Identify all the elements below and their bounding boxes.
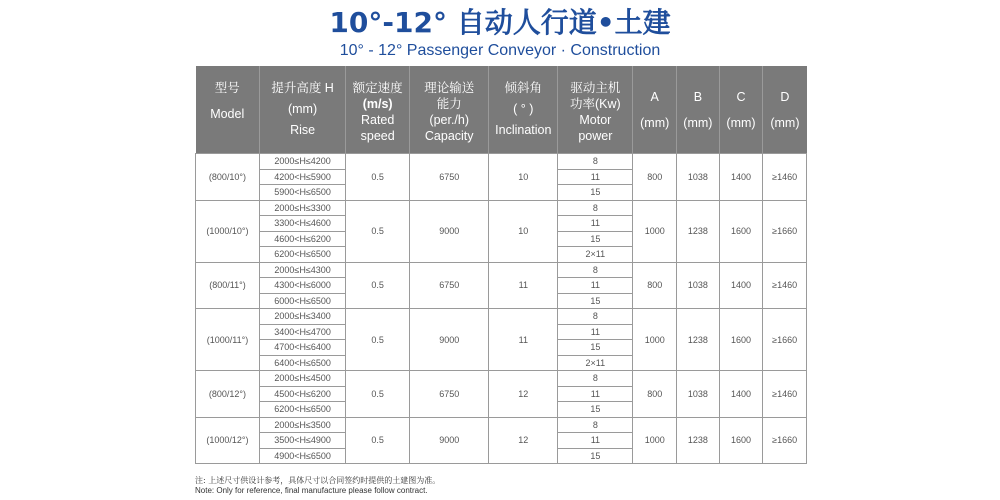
header-rise: 提升高度 H (mm) Rise — [259, 66, 345, 154]
cell-inclination: 10 — [489, 154, 558, 201]
cell-motor-power: 15 — [558, 293, 633, 309]
spec-table — [195, 66, 807, 464]
header-c: C (mm) — [719, 66, 763, 154]
cell-d: ≥1460 — [763, 262, 807, 309]
cell-rise: 2000≤H≤4500 — [259, 371, 345, 387]
cell-rise: 2000≤H≤4300 — [259, 262, 345, 278]
cell-model: (1000/10°) — [196, 200, 260, 262]
table-header-row — [196, 66, 807, 154]
cell-model: (800/11°) — [196, 262, 260, 309]
cell-rise: 5900<H≤6500 — [259, 185, 345, 201]
cell-motor-power: 11 — [558, 169, 633, 185]
cell-c: 1400 — [719, 371, 763, 418]
cell-motor-power: 15 — [558, 231, 633, 247]
cell-d: ≥1660 — [763, 309, 807, 371]
cell-rise: 4700<H≤6400 — [259, 340, 345, 356]
cell-model: (800/12°) — [196, 371, 260, 418]
table-row — [196, 417, 807, 433]
cell-c: 1600 — [719, 417, 763, 464]
cell-capacity: 9000 — [410, 417, 489, 464]
cell-model: (1000/11°) — [196, 309, 260, 371]
cell-d: ≥1660 — [763, 417, 807, 464]
cell-speed: 0.5 — [346, 262, 410, 309]
page-subtitle: 10° - 12° Passenger Conveyor · Construction — [339, 42, 661, 59]
cell-b: 1038 — [677, 262, 720, 309]
cell-inclination: 12 — [489, 371, 558, 418]
header-capacity: 理论输送 能力 (per./h) Capacity — [410, 66, 489, 154]
cell-rise: 4900<H≤6500 — [259, 448, 345, 464]
cell-motor-power: 15 — [558, 185, 633, 201]
cell-d: ≥1460 — [763, 371, 807, 418]
cell-motor-power: 8 — [558, 154, 633, 170]
cell-a: 1000 — [633, 417, 677, 464]
cell-motor-power: 11 — [558, 433, 633, 449]
cell-model: (800/10°) — [196, 154, 260, 201]
cell-speed: 0.5 — [346, 154, 410, 201]
cell-inclination: 11 — [489, 309, 558, 371]
cell-inclination: 12 — [489, 417, 558, 464]
cell-a: 800 — [633, 262, 677, 309]
cell-inclination: 10 — [489, 200, 558, 262]
note-chinese: 注: 上述尺寸供设计参考，具体尺寸以合同签约时提供的土建图为准。 — [195, 476, 441, 485]
cell-motor-power: 8 — [558, 200, 633, 216]
header-model: 型号 Model — [196, 66, 260, 154]
table-row — [196, 371, 807, 387]
cell-motor-power: 15 — [558, 402, 633, 418]
header-d: D (mm) — [763, 66, 807, 154]
table-body — [196, 154, 807, 464]
table-row — [196, 200, 807, 216]
cell-b: 1038 — [677, 371, 720, 418]
cell-rise: 2000≤H≤3300 — [259, 200, 345, 216]
header-b: B (mm) — [677, 66, 720, 154]
cell-capacity: 6750 — [410, 371, 489, 418]
cell-rise: 4300<H≤6000 — [259, 278, 345, 294]
header-speed: 额定速度 (m/s) Rated speed — [346, 66, 410, 154]
cell-model: (1000/12°) — [196, 417, 260, 464]
cell-speed: 0.5 — [346, 309, 410, 371]
cell-d: ≥1660 — [763, 200, 807, 262]
cell-rise: 3300<H≤4600 — [259, 216, 345, 232]
cell-rise: 4200<H≤5900 — [259, 169, 345, 185]
cell-motor-power: 15 — [558, 340, 633, 356]
cell-rise: 2000≤H≤3400 — [259, 309, 345, 325]
cell-b: 1238 — [677, 200, 720, 262]
cell-rise: 4600<H≤6200 — [259, 231, 345, 247]
cell-speed: 0.5 — [346, 200, 410, 262]
note-english: Note: Only for reference, final manufacture please follow contract. — [195, 486, 428, 495]
cell-capacity: 6750 — [410, 262, 489, 309]
table-row — [196, 262, 807, 278]
cell-rise: 6200<H≤6500 — [259, 402, 345, 418]
header-a: A (mm) — [633, 66, 677, 154]
cell-motor-power: 11 — [558, 324, 633, 340]
cell-capacity: 9000 — [410, 200, 489, 262]
cell-rise: 3500<H≤4900 — [259, 433, 345, 449]
cell-motor-power: 2×11 — [558, 247, 633, 263]
cell-capacity: 9000 — [410, 309, 489, 371]
header-motor-power: 驱动主机 功率(Kw) Motor power — [558, 66, 633, 154]
cell-motor-power: 8 — [558, 309, 633, 325]
cell-speed: 0.5 — [346, 417, 410, 464]
header-inclination: 倾斜角 ( ° ) Inclination — [489, 66, 558, 154]
cell-speed: 0.5 — [346, 371, 410, 418]
cell-motor-power: 8 — [558, 262, 633, 278]
table-row — [196, 309, 807, 325]
cell-rise: 3400<H≤4700 — [259, 324, 345, 340]
cell-rise: 6000<H≤6500 — [259, 293, 345, 309]
cell-b: 1238 — [677, 309, 720, 371]
cell-c: 1600 — [719, 309, 763, 371]
cell-rise: 6400<H≤6500 — [259, 355, 345, 371]
cell-motor-power: 8 — [558, 371, 633, 387]
cell-b: 1038 — [677, 154, 720, 201]
cell-c: 1400 — [719, 154, 763, 201]
cell-motor-power: 11 — [558, 278, 633, 294]
cell-a: 1000 — [633, 309, 677, 371]
cell-motor-power: 11 — [558, 386, 633, 402]
cell-motor-power: 2×11 — [558, 355, 633, 371]
cell-motor-power: 15 — [558, 448, 633, 464]
cell-rise: 4500<H≤6200 — [259, 386, 345, 402]
cell-rise: 6200<H≤6500 — [259, 247, 345, 263]
cell-a: 800 — [633, 154, 677, 201]
cell-c: 1400 — [719, 262, 763, 309]
cell-rise: 2000≤H≤4200 — [259, 154, 345, 170]
cell-d: ≥1460 — [763, 154, 807, 201]
cell-capacity: 6750 — [410, 154, 489, 201]
cell-b: 1238 — [677, 417, 720, 464]
cell-inclination: 11 — [489, 262, 558, 309]
cell-a: 800 — [633, 371, 677, 418]
page-title: 10°-12° 自动人行道•土建 — [329, 6, 671, 39]
cell-motor-power: 11 — [558, 216, 633, 232]
cell-motor-power: 8 — [558, 417, 633, 433]
cell-a: 1000 — [633, 200, 677, 262]
cell-rise: 2000≤H≤3500 — [259, 417, 345, 433]
table-row — [196, 154, 807, 170]
cell-c: 1600 — [719, 200, 763, 262]
